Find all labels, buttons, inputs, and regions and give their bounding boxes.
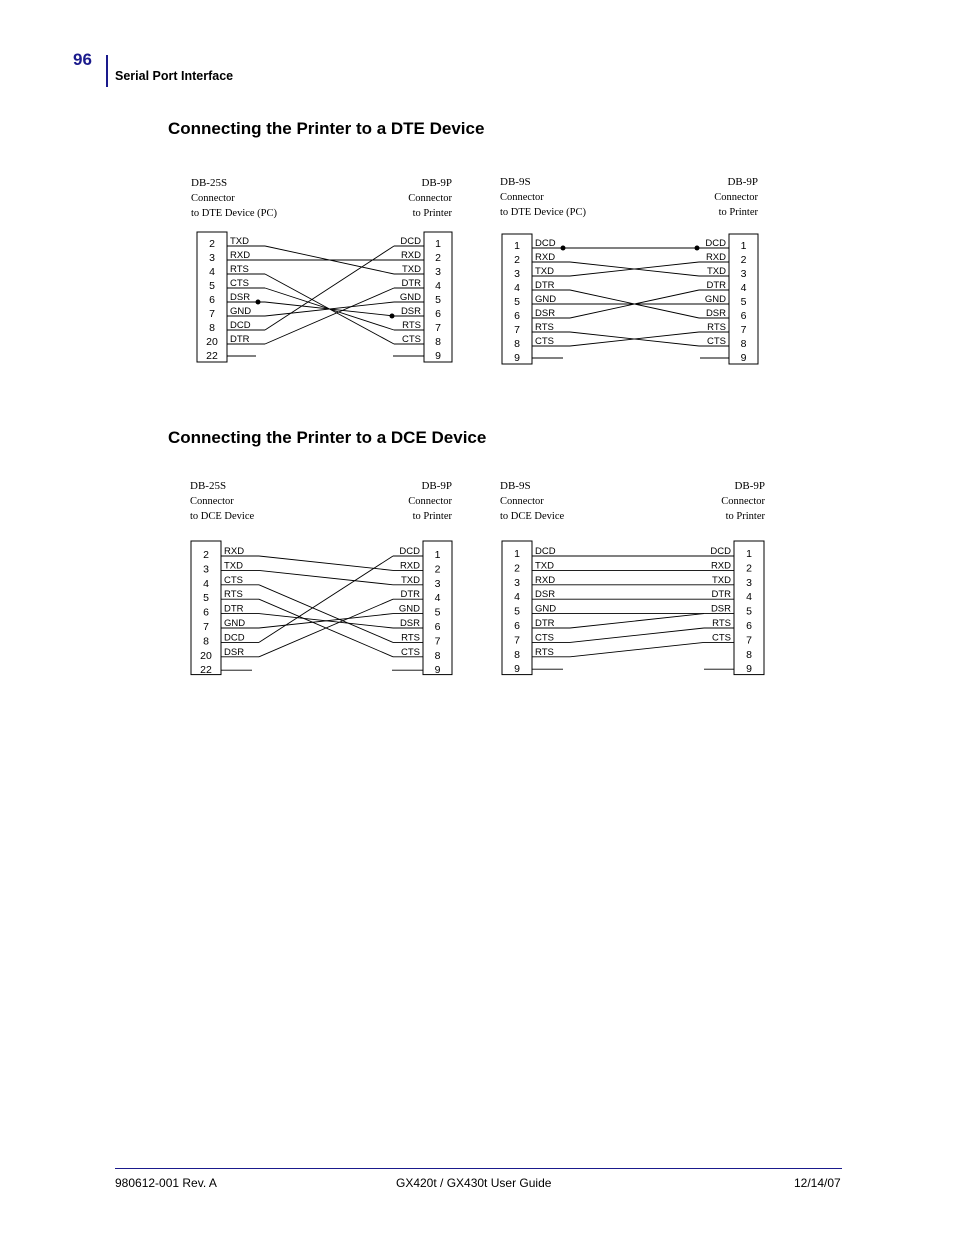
connector-label-left-4-1: DB-9S xyxy=(500,480,531,492)
crossover-wire xyxy=(259,585,393,643)
left-pin-number: 22 xyxy=(200,664,212,677)
connector-label-left-1-1: DB-25S xyxy=(191,177,228,189)
connector-label-right-1-2: Connector xyxy=(408,193,452,204)
right-signal-label: DTR xyxy=(711,589,731,601)
left-signal-label: RTS xyxy=(230,264,249,275)
left-pin-number: 6 xyxy=(514,620,520,632)
right-signal-label: TXD xyxy=(402,264,421,275)
right-signal-label: DCD xyxy=(400,236,421,247)
left-signal-label: GND xyxy=(230,306,252,317)
left-signal-label: DTR xyxy=(535,618,555,629)
right-pin-number: 8 xyxy=(434,649,441,662)
right-pin-number: 9 xyxy=(434,664,441,677)
right-pin-number: 4 xyxy=(435,280,441,292)
right-signal-label: CTS xyxy=(707,336,726,347)
right-pin-number: 7 xyxy=(435,322,441,334)
left-signal-label: RXD xyxy=(535,252,556,263)
right-pin-number: 6 xyxy=(435,308,441,320)
right-pin-number: 2 xyxy=(435,252,441,264)
left-signal-label: CTS xyxy=(230,278,249,289)
right-signal-label: DCD xyxy=(710,546,731,557)
crossover-wire xyxy=(570,614,704,628)
left-signal-label: RTS xyxy=(535,322,554,333)
section-title-dce: Connecting the Printer to a DCE Device xyxy=(168,428,487,447)
connector-label-left-3-2: Connector xyxy=(190,496,234,507)
left-signal-label: DSR xyxy=(535,589,556,601)
left-pin-number: 8 xyxy=(514,648,520,661)
left-pin-number: 4 xyxy=(514,282,520,294)
left-signal-label: GND xyxy=(535,603,557,615)
left-pin-number: 5 xyxy=(203,592,209,605)
right-pin-number: 9 xyxy=(740,352,747,364)
right-signal-label: DSR xyxy=(710,603,731,615)
right-signal-label: RTS xyxy=(402,320,421,331)
right-pin-number: 3 xyxy=(746,576,752,589)
connector-label-right-4-1: DB-9P xyxy=(734,480,765,492)
connector-label-left-2-3: to DTE Device (PC) xyxy=(500,207,587,218)
left-pin-number: 2 xyxy=(203,549,209,561)
right-pin-number: 1 xyxy=(746,548,752,560)
left-pin-number: 5 xyxy=(514,296,520,308)
left-pin-number: 4 xyxy=(203,577,209,590)
connector-label-right-2-3: to Printer xyxy=(718,207,758,218)
left-signal-label: TXD xyxy=(535,266,554,277)
left-pin-number: 20 xyxy=(200,649,212,662)
connector-label-left-4-2: Connector xyxy=(500,496,544,507)
left-pin-number: 9 xyxy=(514,663,520,676)
left-pin-number: 7 xyxy=(514,634,520,647)
left-pin-number: 6 xyxy=(514,310,520,322)
left-signal-label: DTR xyxy=(535,280,555,291)
left-signal-label: TXD xyxy=(230,236,249,247)
left-pin-number: 7 xyxy=(203,621,209,633)
right-signal-label: CTS xyxy=(402,334,421,345)
left-signal-label: GND xyxy=(535,294,557,305)
connector-label-right-3-1: DB-9P xyxy=(421,480,452,492)
left-pin-number: 8 xyxy=(514,338,520,350)
right-pin-number: 2 xyxy=(434,563,441,576)
right-signal-label: CTS xyxy=(401,646,420,658)
connector-label-right-4-3: to Printer xyxy=(725,511,765,522)
left-signal-label: DSR xyxy=(230,292,251,303)
right-pin-number: 7 xyxy=(434,635,441,648)
connector-label-left-3-3: to DCE Device xyxy=(190,511,255,522)
junction-dot xyxy=(390,314,395,319)
left-pin-number: 8 xyxy=(203,635,209,648)
connector-label-left-1-2: Connector xyxy=(191,193,235,204)
crossover-wire xyxy=(570,628,704,642)
footer-date: 12/14/07 xyxy=(794,1176,841,1190)
connector-label-left-2-2: Connector xyxy=(500,192,544,203)
footer-rule xyxy=(115,1168,842,1169)
right-pin-number: 1 xyxy=(740,240,747,252)
crossover-wire xyxy=(259,570,393,584)
right-signal-label: GND xyxy=(398,603,420,615)
right-pin-number: 2 xyxy=(746,562,752,575)
connector-label-right-4-2: Connector xyxy=(721,496,765,507)
left-pin-number: 7 xyxy=(209,308,215,320)
page-number: 96 xyxy=(73,50,92,69)
crossover-wire xyxy=(265,246,394,330)
right-pin-number: 6 xyxy=(740,310,747,322)
right-signal-label: DTR xyxy=(401,278,421,289)
left-signal-label: CTS xyxy=(535,336,554,347)
footer-guide-title: GX420t / GX430t User Guide xyxy=(396,1176,552,1190)
left-signal-label: RTS xyxy=(535,646,554,658)
right-signal-label: GND xyxy=(399,292,421,303)
right-pin-number: 7 xyxy=(746,634,752,647)
left-signal-label: DTR xyxy=(224,603,244,615)
left-pin-number: 3 xyxy=(514,268,520,280)
right-pin-number: 6 xyxy=(746,620,752,632)
right-pin-number: 5 xyxy=(434,606,441,619)
left-pin-number: 4 xyxy=(209,266,215,278)
left-pin-number: 7 xyxy=(514,324,520,336)
right-signal-label: DSR xyxy=(400,306,421,317)
left-pin-number: 22 xyxy=(206,350,218,362)
left-signal-label: DCD xyxy=(535,546,556,557)
left-pin-number: 9 xyxy=(514,352,520,364)
right-signal-label: DCD xyxy=(399,546,420,557)
left-pin-number: 5 xyxy=(209,280,215,292)
right-pin-number: 4 xyxy=(434,592,441,605)
connector-label-right-3-2: Connector xyxy=(408,496,452,507)
right-pin-number: 4 xyxy=(746,591,752,604)
connector-label-left-2-1: DB-9S xyxy=(500,176,531,188)
left-signal-label: CTS xyxy=(224,574,243,586)
right-signal-label: DSR xyxy=(399,618,420,629)
left-signal-label: GND xyxy=(224,618,246,629)
right-signal-label: RXD xyxy=(705,252,726,263)
right-signal-label: CTS xyxy=(712,632,731,644)
connector-label-left-4-3: to DCE Device xyxy=(500,511,565,522)
left-pin-number: 2 xyxy=(514,562,520,575)
left-pin-number: 2 xyxy=(209,238,215,250)
left-pin-number: 4 xyxy=(514,591,520,604)
left-pin-number: 1 xyxy=(514,240,520,252)
right-signal-label: RXD xyxy=(400,250,421,261)
right-signal-label: GND xyxy=(704,294,726,305)
connector-label-left-3-1: DB-25S xyxy=(190,480,227,492)
right-signal-label: DTR xyxy=(706,280,726,291)
junction-dot xyxy=(256,300,261,305)
right-pin-number: 3 xyxy=(434,577,441,590)
right-signal-label: TXD xyxy=(707,266,726,277)
left-pin-number: 6 xyxy=(203,606,209,619)
right-pin-number: 8 xyxy=(746,648,752,661)
left-signal-label: DCD xyxy=(535,238,556,249)
right-signal-label: RTS xyxy=(712,618,731,629)
connector-label-right-3-3: to Printer xyxy=(412,511,452,522)
right-pin-number: 8 xyxy=(740,338,747,350)
right-signal-label: RTS xyxy=(401,632,420,644)
right-pin-number: 8 xyxy=(435,336,441,348)
right-pin-number: 3 xyxy=(740,268,747,280)
left-signal-label: TXD xyxy=(224,560,243,572)
left-pin-number: 8 xyxy=(209,322,215,334)
left-pin-number: 5 xyxy=(514,605,520,618)
right-pin-number: 4 xyxy=(740,282,747,294)
left-signal-label: DSR xyxy=(224,646,245,658)
left-pin-number: 3 xyxy=(209,252,215,264)
connector-label-right-1-1: DB-9P xyxy=(421,177,452,189)
crossover-wire xyxy=(570,642,704,656)
left-pin-number: 3 xyxy=(203,563,209,576)
right-signal-label: TXD xyxy=(712,574,731,586)
left-pin-number: 6 xyxy=(209,294,215,306)
right-signal-label: RXD xyxy=(399,560,420,572)
right-signal-label: DTR xyxy=(400,589,420,601)
running-header: Serial Port Interface xyxy=(115,69,234,83)
footer-doc-number: 980612-001 Rev. A xyxy=(115,1176,217,1190)
connector-label-right-2-1: DB-9P xyxy=(727,176,758,188)
left-pin-number: 20 xyxy=(206,336,218,348)
left-signal-label: DCD xyxy=(224,632,245,644)
left-signal-label: DCD xyxy=(230,320,251,331)
right-signal-label: DSR xyxy=(705,308,726,319)
left-signal-label: RXD xyxy=(224,546,245,557)
right-pin-number: 9 xyxy=(746,663,752,676)
left-signal-label: DTR xyxy=(230,334,250,345)
left-pin-number: 2 xyxy=(514,254,520,266)
left-signal-label: RTS xyxy=(224,589,243,601)
connector-label-right-2-2: Connector xyxy=(714,192,758,203)
right-pin-number: 7 xyxy=(740,324,747,336)
left-signal-label: CTS xyxy=(535,632,554,644)
crossover-wire xyxy=(259,556,393,642)
right-pin-number: 1 xyxy=(434,549,441,561)
left-signal-label: RXD xyxy=(535,574,556,586)
junction-dot xyxy=(561,246,566,251)
connector-label-right-1-3: to Printer xyxy=(412,208,452,219)
left-signal-label: DSR xyxy=(535,308,556,319)
section-title-dte: Connecting the Printer to a DTE Device xyxy=(168,119,485,138)
right-pin-number: 9 xyxy=(435,350,441,362)
right-pin-number: 6 xyxy=(434,621,441,633)
left-signal-label: RXD xyxy=(230,250,251,261)
right-signal-label: RXD xyxy=(710,560,731,572)
right-pin-number: 2 xyxy=(740,254,747,266)
crossover-wire xyxy=(265,288,394,344)
right-pin-number: 5 xyxy=(435,294,441,306)
right-pin-number: 5 xyxy=(746,605,752,618)
right-signal-label: RTS xyxy=(707,322,726,333)
right-pin-number: 5 xyxy=(740,296,747,308)
right-pin-number: 3 xyxy=(435,266,441,278)
left-signal-label: TXD xyxy=(535,560,554,572)
left-pin-number: 1 xyxy=(514,548,520,560)
left-pin-number: 3 xyxy=(514,576,520,589)
right-signal-label: TXD xyxy=(401,574,420,586)
crossover-wire xyxy=(259,556,393,570)
connector-label-left-1-3: to DTE Device (PC) xyxy=(191,208,278,219)
right-signal-label: DCD xyxy=(705,238,726,249)
junction-dot xyxy=(695,246,700,251)
right-pin-number: 1 xyxy=(435,238,441,250)
